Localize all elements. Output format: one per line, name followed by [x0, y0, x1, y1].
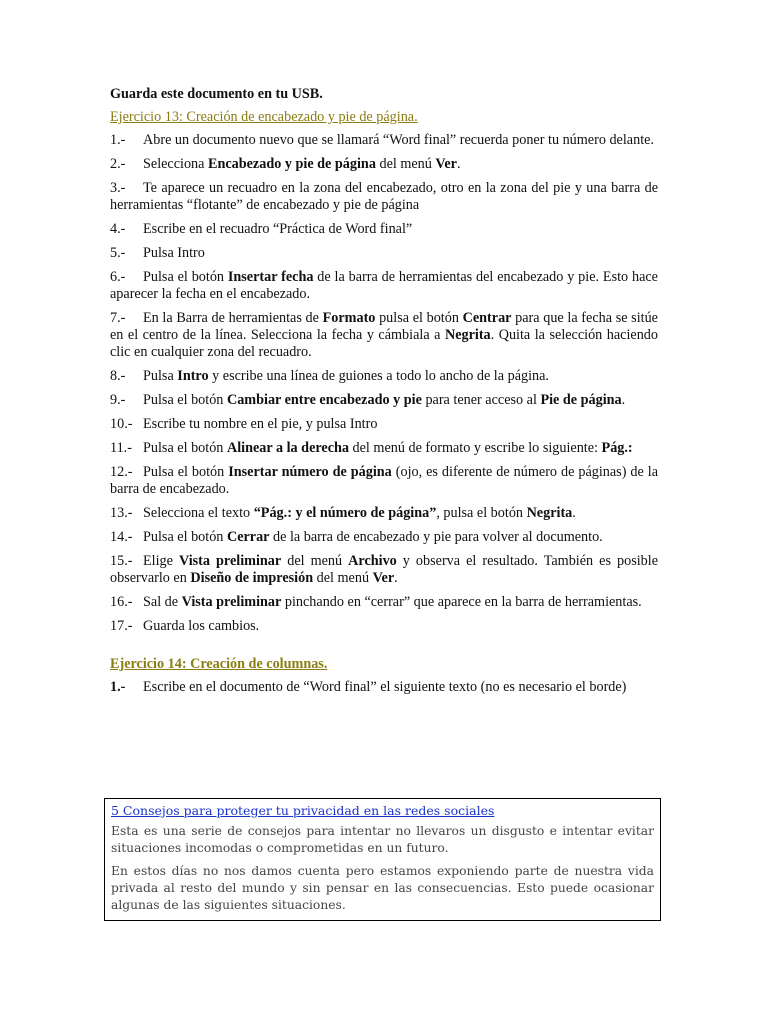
step-bold-text: Cerrar	[226, 529, 270, 545]
step-text: y observa el resultado. También es posible observarlo en	[110, 553, 659, 586]
step-text: Pulsa	[143, 368, 178, 384]
step-text: para que la fecha se sitúe en el centro de la línea. Selecciona la fecha y cámbiala a	[110, 310, 658, 343]
exercise-13-step-2	[110, 156, 658, 173]
exercise-13-steps	[110, 132, 658, 635]
exercise-13-step-11	[110, 440, 658, 457]
step-text: Escribe en el recuadro “Práctica de Word final”	[143, 221, 413, 237]
step-bold-text: Vista preliminar	[178, 553, 282, 569]
step-number: 12.-	[110, 464, 133, 480]
step-number: 3.-	[110, 180, 126, 196]
sample-text-paragraph-1: Esta es una serie de consejos para intentar no llevaros un disgusto e intentar evitar situaciones incomodas o comprometidas en un futuro.	[111, 824, 654, 855]
step-number: 1.-	[110, 132, 126, 148]
step-bold-text: Negrita	[444, 327, 491, 343]
step-number: 9.-	[110, 392, 126, 408]
exercise-13-step-3	[110, 180, 658, 214]
sample-text-box	[104, 798, 661, 921]
exercise-13-step-13	[110, 505, 658, 522]
step-number: 10.-	[110, 416, 133, 432]
step-text: Pulsa el botón	[143, 440, 227, 456]
exercise-13-step-8	[110, 368, 658, 385]
step-number: 7.-	[110, 310, 126, 326]
step-bold-text: Encabezado y pie de página	[208, 156, 376, 172]
step-text: Pulsa Intro	[143, 245, 205, 261]
step-text: para tener acceso al	[421, 392, 541, 408]
step-bold-text: Insertar fecha	[227, 269, 314, 285]
exercise-13-step-16	[110, 594, 658, 611]
step-text: , pulsa el botón	[436, 505, 527, 521]
step-text: En la Barra de herramientas de	[143, 310, 323, 326]
step-number: 4.-	[110, 221, 126, 237]
save-instruction: Guarda este documento en tu USB.	[110, 86, 323, 102]
exercise-13-heading: Ejercicio 13: Creación de encabezado y pie de página.	[110, 109, 418, 125]
step-text: .	[394, 570, 398, 586]
step-text: Te aparece un recuadro en la zona del encabezado, otro en la zona del pie y una barra de herramientas “flotante” de encabezado y pie de página	[110, 180, 658, 213]
step-text: . Quita la selección haciendo clic en cualquier zona del recuadro.	[110, 327, 658, 360]
step-number: 15.-	[110, 553, 133, 569]
step-bold-text: Alinear a la derecha	[226, 440, 349, 456]
step-text: de la barra de herramientas del encabezado y pie. Esto hace aparecer la fecha en el encabezado.	[110, 269, 658, 302]
sample-text-title: 5 Consejos para proteger tu privacidad en las redes sociales	[111, 803, 495, 818]
step-bold-text: “Pág.: y el número de página”	[253, 505, 437, 521]
step-text: .	[456, 156, 461, 172]
step-text: del menú	[281, 553, 349, 569]
step-number: 16.-	[110, 594, 133, 610]
step-text: de la barra de encabezado y pie para volver al documento.	[269, 529, 603, 545]
step-bold-text: Intro	[177, 368, 209, 384]
step-text: Elige	[143, 553, 179, 569]
step-text: Pulsa el botón	[143, 269, 228, 285]
step-number: 11.-	[110, 440, 132, 456]
exercise-13-step-9	[110, 392, 658, 409]
step-bold-text: Archivo	[348, 553, 397, 569]
step-bold-text: Vista preliminar	[181, 594, 282, 610]
step-bold-text: Diseño de impresión	[190, 570, 314, 586]
step-text: y escribe una línea de guiones a todo lo ancho de la página.	[208, 368, 549, 384]
exercise-13-step-5	[110, 245, 658, 262]
exercise-13-step-10	[110, 416, 658, 433]
step-bold-text: Centrar	[462, 310, 512, 326]
step-bold-text: Cambiar entre encabezado y pie	[226, 392, 422, 408]
step-text: Pulsa el botón	[143, 392, 227, 408]
step-bold-text: Pág.:	[601, 440, 633, 456]
exercise-13-step-17	[110, 618, 658, 635]
document-body	[110, 86, 658, 703]
step-text: del menú	[375, 156, 436, 172]
step-number: 17.-	[110, 618, 133, 634]
step-text: Selecciona el texto	[143, 505, 254, 521]
exercise-13-step-7	[110, 310, 658, 361]
sample-text-paragraph-2: En estos días no nos damos cuenta pero estamos exponiendo parte de nuestra vida privada al resto del mundo y sin pensar en las consecuencias. Esto puede ocasionar algunas de las siguientes situaciones.	[111, 864, 654, 912]
step-bold-text: Formato	[322, 310, 376, 326]
step-bold-text: Ver	[435, 156, 457, 172]
step-bold-text: Negrita	[526, 505, 573, 521]
step-bold-text: Insertar número de página	[228, 464, 392, 480]
exercise-13-step-15	[110, 553, 658, 587]
step-text: Abre un documento nuevo que se llamará “Word final” recuerda poner tu número delante.	[143, 132, 654, 148]
exercise-14-heading: Ejercicio 14: Creación de columnas.	[110, 656, 328, 672]
exercise-13-step-4	[110, 221, 658, 238]
step-text: Sal de	[143, 594, 182, 610]
exercise-13-step-1	[110, 132, 658, 149]
step-number: 14.-	[110, 529, 133, 545]
step-number: 13.-	[110, 505, 133, 521]
step-text: .	[621, 392, 626, 408]
step-number: 2.-	[110, 156, 126, 172]
step-number: 1.-	[110, 679, 126, 695]
step-number: 8.-	[110, 368, 126, 384]
step-text: del menú	[313, 570, 373, 586]
step-text: del menú de formato y escribe lo siguiente:	[348, 440, 602, 456]
step-text: Guarda los cambios.	[143, 618, 260, 634]
exercise-13-step-12	[110, 464, 658, 498]
exercise-13-step-14	[110, 529, 658, 546]
exercise-14-step-1	[110, 679, 658, 696]
step-text: (ojo, es diferente de número de páginas) de la barra de encabezado.	[110, 464, 658, 497]
step-text: Pulsa el botón	[143, 464, 229, 480]
step-text: Escribe tu nombre en el pie, y pulsa Intro	[143, 416, 378, 432]
step-number: 6.-	[110, 269, 126, 285]
step-bold-text: Ver	[372, 570, 395, 586]
step-text: .	[572, 505, 576, 521]
step-number: 5.-	[110, 245, 126, 261]
step-text: Escribe en el documento de “Word final” el siguiente texto (no es necesario el borde)	[143, 679, 627, 695]
step-text: pinchando en “cerrar” que aparece en la barra de herramientas.	[281, 594, 642, 610]
step-bold-text: Pie de página	[540, 392, 622, 408]
step-text: Pulsa el botón	[143, 529, 227, 545]
step-text: Selecciona	[143, 156, 208, 172]
step-text: pulsa el botón	[375, 310, 463, 326]
exercise-13-step-6	[110, 269, 658, 303]
